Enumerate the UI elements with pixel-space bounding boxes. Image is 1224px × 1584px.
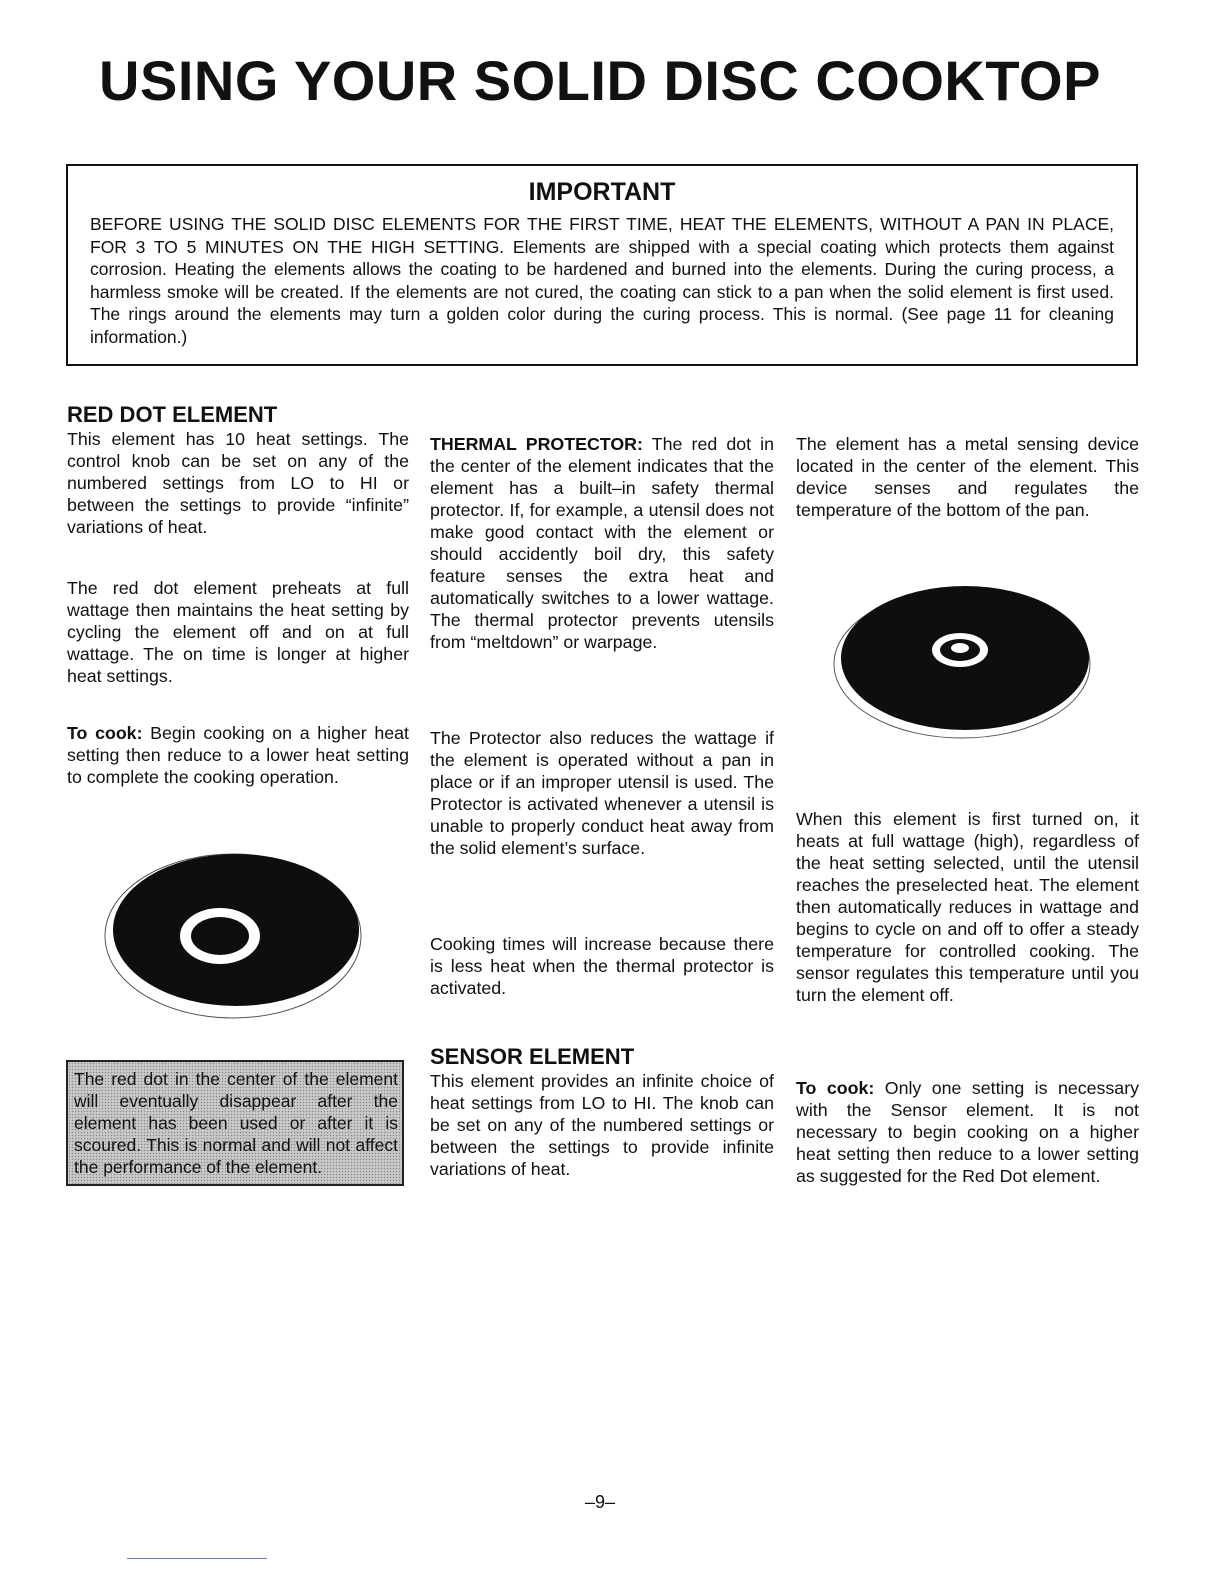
sensor-to-cook <box>796 1077 1139 1187</box>
thermal-paragraph-2: The Protector also reduces the wattage if the element is operated without a pan in place or if an improper utensil is used. The Protector is activated whenever a utensil is unable to properly conduct heat away from the solid element’s surface. <box>430 728 774 858</box>
red-dot-center-dot <box>191 917 249 955</box>
red-dot-to-cook-text: Begin cooking on a higher heat setting then reduce to a lower heat setting to complete the cooking operation. <box>67 723 409 787</box>
sensor-paragraph-2-block <box>796 808 1139 1006</box>
sensor-paragraph-2: When this element is first turned on, it heats at full wattage (high), regardless of the heat setting selected, until the utensil reaches the preselected heat. The element then automatically reduces in wattage and begins to cycle on and off to offer a steady temperature for controlled cooking. The sensor regulates this temperature until you turn the element off. <box>796 809 1139 1005</box>
red-dot-paragraph-1: This element has 10 heat settings. The control knob can be set on any of the numbered settings from LO to HI or between the settings to provide “infinite” variations of heat. <box>67 429 409 537</box>
thermal-paragraph-3-block <box>430 933 774 999</box>
thermal-paragraph-3: Cooking times will increase because there is less heat when the thermal protector is activated. <box>430 934 774 998</box>
red-dot-note-text: The red dot in the center of the element will eventually disappear after the element has been used or after it is scoured. This is normal and will not affect the performance of the element. <box>74 1069 398 1177</box>
sensor-to-cook-text: Only one setting is necessary with the Sensor element. It is not necessary to begin cooking on a higher heat setting then reduce to a lower setting as suggested for the Red Dot element. <box>796 1078 1140 1186</box>
page-number: –9– <box>584 1492 616 1512</box>
red-dot-to-cook <box>67 722 409 788</box>
sensor-section <box>430 1046 774 1180</box>
footer-rule <box>127 1558 267 1559</box>
sensor-paragraph-1-block <box>796 433 1139 521</box>
red-dot-to-cook-label: To cook: <box>67 723 143 743</box>
sensor-element-illustration <box>828 578 1102 748</box>
thermal-paragraph-2-block <box>430 727 774 859</box>
sensor-paragraph-1: The element has a metal sensing device located in the center of the element. This device senses and regulates the temperature of the bottom of the pan. <box>796 434 1139 520</box>
important-heading: IMPORTANT <box>528 178 676 206</box>
thermal-paragraph-1 <box>430 433 774 653</box>
red-dot-note-box <box>66 1060 404 1186</box>
red-dot-heading: RED DOT ELEMENT <box>67 402 278 427</box>
thermal-label: THERMAL PROTECTOR: <box>430 434 643 454</box>
red-dot-section <box>67 404 409 538</box>
sensor-heading: SENSOR ELEMENT <box>430 1044 635 1069</box>
thermal-protector-block <box>430 433 774 653</box>
important-text: BEFORE USING THE SOLID DISC ELEMENTS FOR THE FIRST TIME, HEAT THE ELEMENTS, WITHOUT A PAN IN PLACE, FOR 3 TO 5 MINUTES ON THE HIGH SETTING. Elements are shipped with a special coating which protects them against corrosion. Heating the elements allows the coating to be hardened and burned into the elements. During the curing process, a harmless smoke will be created. If the elements are not cured, the coating can stick to a pan when the solid element is first used. The rings around the elements may turn a golden color during the curing process. This is normal. (See page 11 for cleaning information.) <box>90 214 1114 347</box>
red-dot-to-cook-block <box>67 722 409 788</box>
page-title: USING YOUR SOLID DISC COOKTOP <box>99 49 1101 112</box>
red-dot-paragraph-2: The red dot element preheats at full wattage then maintains the heat setting by cycling the element off and on at full wattage. The on time is longer at higher heat settings. <box>67 578 409 686</box>
red-dot-element-illustration <box>100 846 370 1026</box>
sensor-intro: This element provides an infinite choice of heat settings from LO to HI. The knob can be set on any of the numbered settings or between the settings to provide infinite variations of heat. <box>430 1071 774 1179</box>
important-notice-box <box>66 164 1138 366</box>
thermal-text-1: The red dot in the center of the element indicates that the element has a built–in safety thermal protector. If, for example, a utensil does not make good contact with the element or should accidently boil dry, this safety feature senses the extra heat and automatically switches to a lower wattage. The thermal protector prevents utensils from “meltdown” or warpage. <box>430 434 775 652</box>
sensor-to-cook-block <box>796 1077 1139 1187</box>
sensor-to-cook-label: To cook: <box>796 1078 875 1098</box>
sensor-center-probe <box>951 643 969 653</box>
red-dot-paragraph-2-block <box>67 577 409 687</box>
